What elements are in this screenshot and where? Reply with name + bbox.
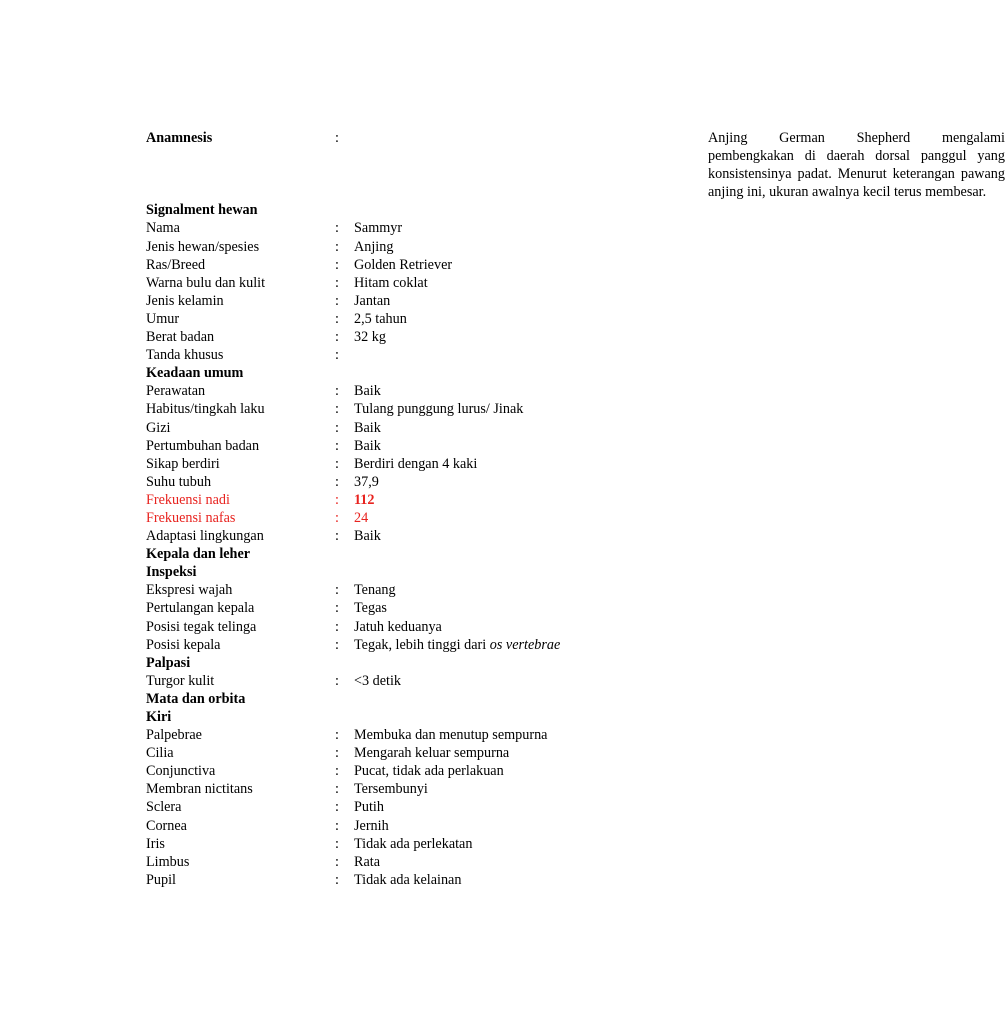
field-row — [0, 798, 768, 816]
colon: : — [335, 672, 339, 689]
field-label: Adaptasi lingkungan — [146, 528, 264, 545]
field-row — [0, 871, 768, 889]
field-value-italic: os vertebrae — [489, 636, 561, 653]
colon: : — [335, 600, 339, 617]
colon: : — [335, 383, 339, 400]
field-label: Posisi tegak telinga — [146, 618, 257, 635]
field-label: Tanda khusus — [146, 347, 224, 364]
colon: : — [335, 401, 339, 418]
field-label: Habitus/tingkah laku — [146, 401, 265, 418]
field-value: 112 — [354, 491, 375, 508]
colon: : — [335, 437, 339, 454]
section-heading-keadaan-umum — [0, 364, 768, 382]
field-value: 32 kg — [354, 329, 386, 346]
colon: : — [335, 329, 339, 346]
colon: : — [335, 853, 339, 870]
field-label: Ras/Breed — [146, 256, 206, 273]
field-label: Umur — [146, 310, 180, 327]
section-heading-signalment — [0, 201, 768, 219]
subsection-title: Kiri — [146, 709, 172, 725]
field-label: Frekuensi nafas — [146, 509, 236, 526]
field-row — [0, 599, 768, 617]
colon: : — [335, 763, 339, 780]
colon: : — [335, 618, 339, 635]
subsection-heading-inspeksi — [0, 563, 768, 581]
field-row — [0, 455, 768, 473]
field-row — [0, 238, 768, 256]
field-value: Jantan — [354, 292, 391, 309]
field-row — [0, 437, 768, 455]
field-value: Baik — [354, 437, 381, 454]
field-row — [0, 274, 768, 292]
exam-record — [0, 129, 1005, 889]
field-value: Berdiri dengan 4 kaki — [354, 455, 478, 472]
field-row — [0, 853, 768, 871]
field-label: Membran nictitans — [146, 781, 253, 798]
field-label: Pertumbuhan badan — [146, 437, 260, 454]
field-value — [354, 636, 560, 654]
field-row — [0, 419, 768, 437]
colon: : — [335, 528, 339, 545]
field-value: Mengarah keluar sempurna — [354, 745, 510, 762]
section-heading-kepala — [0, 545, 768, 563]
colon: : — [335, 310, 339, 327]
colon: : — [335, 799, 339, 816]
field-value: Baik — [354, 528, 381, 545]
field-label: Pupil — [146, 871, 176, 888]
field-value-text: Tegak, lebih tinggi dari — [354, 636, 490, 653]
field-value: Sammyr — [354, 220, 403, 237]
anamnesis-label: Anamnesis — [146, 130, 213, 146]
section-title: Keadaan umum — [146, 365, 244, 382]
field-label: Turgor kulit — [146, 672, 215, 689]
section-title: Kepala dan leher — [146, 546, 251, 563]
field-value: Golden Retriever — [354, 256, 453, 273]
field-label: Palpebrae — [146, 727, 202, 744]
colon: : — [335, 419, 339, 436]
field-label: Suhu tubuh — [146, 473, 212, 490]
field-value: Tenang — [354, 582, 396, 599]
field-value: Hitam coklat — [354, 274, 428, 291]
field-row — [0, 762, 768, 780]
field-value: Baik — [354, 419, 381, 436]
field-row — [0, 817, 768, 835]
field-value: Tidak ada perlekatan — [354, 835, 473, 852]
colon: : — [335, 347, 339, 364]
field-row — [0, 726, 768, 744]
field-row — [0, 473, 768, 491]
field-value: Anjing — [354, 238, 394, 255]
field-label: Sclera — [146, 799, 182, 816]
field-value: Rata — [354, 853, 380, 870]
colon: : — [335, 473, 339, 490]
field-label: Perawatan — [146, 383, 206, 400]
field-label: Conjunctiva — [146, 763, 216, 780]
field-row — [0, 310, 768, 328]
anamnesis-text: Anjing German Shepherd mengalami pembengkakan di daerah dorsal panggul yang konsistensinya padat. Menurut keterangan pawang anjing ini, ukuran awalnya kecil terus membesar. — [708, 130, 1005, 201]
field-value: Tulang punggung lurus/ Jinak — [354, 401, 524, 418]
colon: : — [335, 509, 339, 526]
field-label: Iris — [146, 835, 165, 852]
field-label: Ekspresi wajah — [146, 582, 233, 599]
colon: : — [335, 130, 339, 146]
field-value: <3 detik — [354, 672, 402, 689]
field-row — [0, 672, 768, 690]
colon: : — [335, 274, 339, 291]
colon: : — [335, 817, 339, 834]
field-label: Jenis kelamin — [146, 292, 224, 309]
field-value: 24 — [354, 509, 369, 526]
field-row — [0, 219, 768, 237]
field-label: Frekuensi nadi — [146, 491, 230, 508]
field-label: Nama — [146, 220, 180, 237]
field-row — [0, 527, 768, 545]
field-row — [0, 382, 768, 400]
field-value: Jernih — [354, 817, 389, 834]
field-row — [0, 780, 768, 798]
field-row — [0, 256, 768, 274]
field-row — [0, 292, 768, 310]
colon: : — [335, 636, 339, 653]
field-label: Cilia — [146, 745, 174, 762]
field-value: Baik — [354, 383, 381, 400]
subsection-heading-palpasi — [0, 654, 768, 672]
colon: : — [335, 238, 339, 255]
colon: : — [335, 220, 339, 237]
field-row — [0, 835, 768, 853]
field-label: Berat badan — [146, 329, 215, 346]
field-value: Jatuh keduanya — [354, 618, 442, 635]
field-label: Warna bulu dan kulit — [146, 274, 266, 291]
field-row-highlighted — [0, 491, 768, 509]
colon: : — [335, 835, 339, 852]
colon: : — [335, 455, 339, 472]
field-label: Jenis hewan/spesies — [146, 238, 260, 255]
field-label: Cornea — [146, 817, 187, 834]
field-row — [0, 636, 768, 654]
colon: : — [335, 582, 339, 599]
field-row — [0, 744, 768, 762]
field-row — [0, 328, 768, 346]
field-label: Gizi — [146, 419, 171, 436]
section-title: Mata dan orbita — [146, 690, 246, 707]
colon: : — [335, 745, 339, 762]
colon: : — [335, 491, 339, 508]
field-value: Tersembunyi — [354, 781, 428, 798]
field-row — [0, 618, 768, 636]
colon: : — [335, 256, 339, 273]
field-label: Pertulangan kepala — [146, 600, 255, 617]
field-label: Limbus — [146, 853, 190, 870]
field-value: 37,9 — [354, 473, 379, 490]
field-row — [0, 346, 768, 364]
colon: : — [335, 781, 339, 798]
field-value: Tidak ada kelainan — [354, 871, 462, 888]
field-row-highlighted — [0, 509, 768, 527]
subsection-title: Palpasi — [146, 654, 191, 671]
field-value: Pucat, tidak ada perlakuan — [354, 763, 504, 780]
field-row — [0, 581, 768, 599]
section-heading-mata — [0, 690, 768, 708]
section-title: Signalment hewan — [146, 202, 258, 219]
field-value: Putih — [354, 799, 384, 816]
field-label: Sikap berdiri — [146, 455, 220, 472]
field-row — [0, 400, 768, 418]
colon: : — [335, 727, 339, 744]
colon: : — [335, 871, 339, 888]
anamnesis-row — [0, 129, 1005, 201]
subsection-heading-kiri — [0, 708, 768, 726]
subsection-title: Inspeksi — [146, 564, 197, 581]
colon: : — [335, 292, 339, 309]
field-value: 2,5 tahun — [354, 310, 407, 327]
field-value: Tegas — [354, 600, 387, 617]
field-value: Membuka dan menutup sempurna — [354, 727, 548, 744]
field-label: Posisi kepala — [146, 636, 221, 653]
